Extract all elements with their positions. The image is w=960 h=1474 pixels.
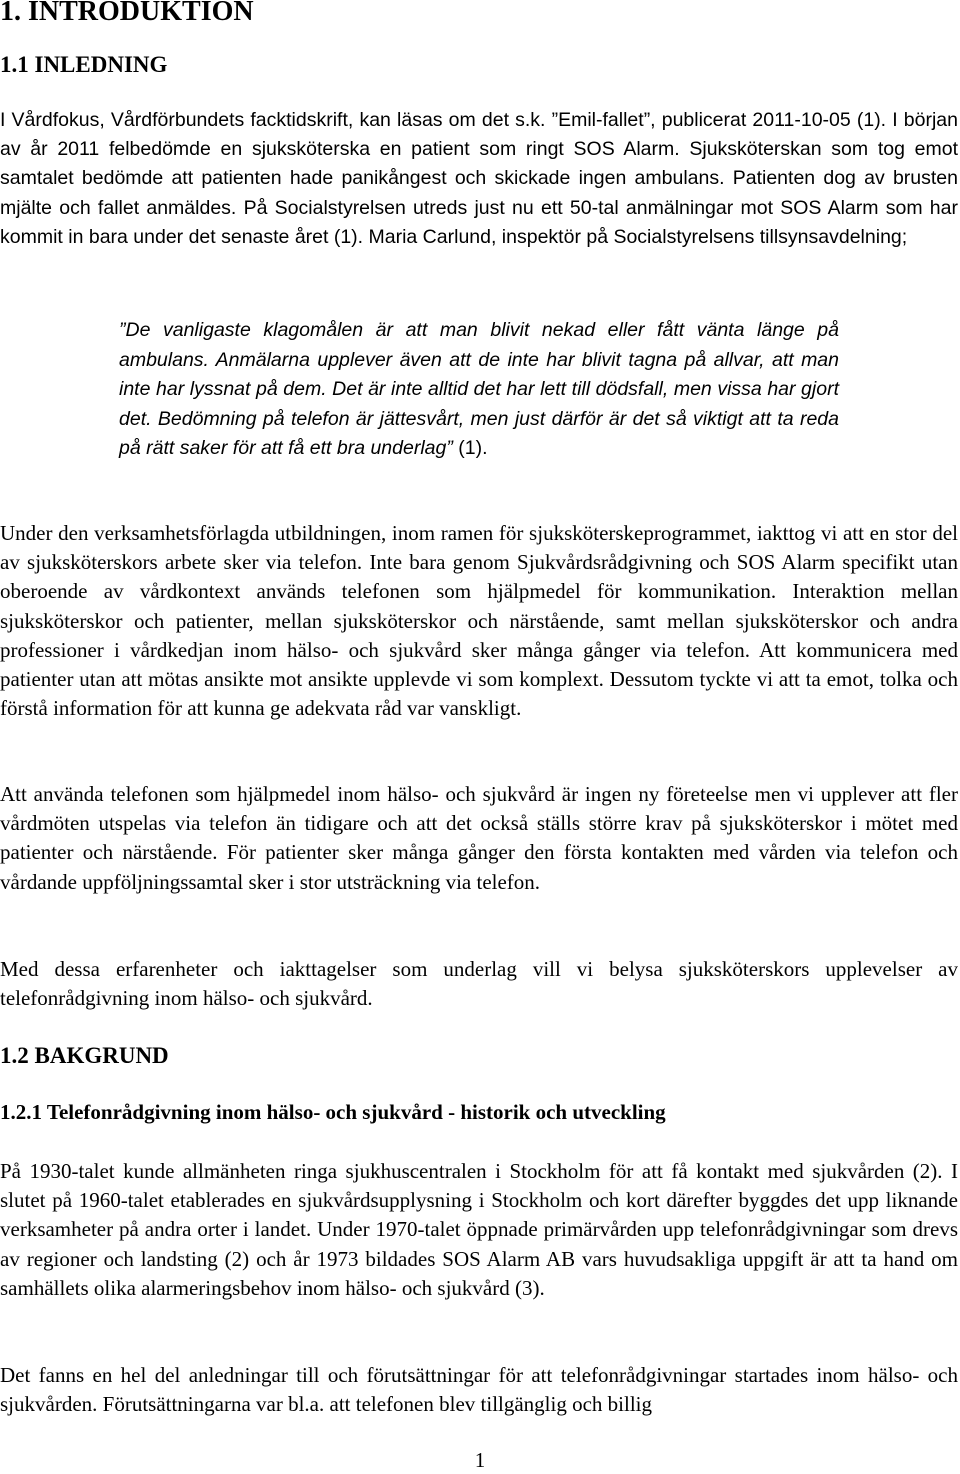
chapter-heading: 1. INTRODUKTION: [0, 0, 254, 27]
paragraph-telefonen: Att använda telefonen som hjälpmedel inom hälso- och sjukvård är ingen ny företeelse men vi upplever att fler vårdmöten utspelas via telefon än tidigare och att det också ställs större krav på sjuksköterskor i mötet med patienter och närstående. För patienter sker många gånger den första kontakten med vården via telefon och vårdande uppföljningssamtal sker i stor utsträckning via telefon.: [0, 782, 958, 894]
subsection-heading-historik: 1.2.1 Telefonrådgivning inom hälso- och sjukvård - historik och utveckling: [0, 1100, 666, 1124]
paragraph-utbildning: Under den verksamhetsförlagda utbildningen, inom ramen för sjuksköterskeprogrammet, iakttog vi att en stor del av sjuksköterskors arbete sker via telefon. Inte bara genom Sjukvårdsrådgivning och SOS Alarm specifikt utan oberoende av vårdkontext används telefonen som hjälpmedel för kommunikation. Interaktion mellan sjuksköterskor och patienter, mellan sjuksköterskor och närstående, samt mellan sjuksköterskor och andra professioner i vårdkedjan inom hälso- och sjukvård sker många gånger via telefon. Att kommunicera med patienter utan att mötas ansikte mot ansikte upplevde vi som komplext. Dessutom tyckte vi att ta emot, tolka och förstå information för att kunna ge adekvata råd var vanskligt.: [0, 521, 958, 721]
paragraph-anledningar: Det fanns en hel del anledningar till och förutsättningar för att telefonrådgivningar startades inom hälso- och sjukvården. Förutsättningarna var bl.a. att telefonen blev tillgänglig och billig: [0, 1363, 958, 1417]
paragraph-intro: I Vårdfokus, Vårdförbundets facktidskrift, kan läsas om det s.k. ”Emil-fallet”, publicerat 2011-10-05 (1). I början av år 2011 felbedömde en sjuksköterska en patient som ringt SOS Alarm. Sjuksköterskan som tog emot samtalet bedömde att patienten hade panikångest och skickade ingen ambulans. Patienten dog av brusten mjälte och fallet anmäldes. På Socialstyrelsen utreds just nu ett 50-tal anmälningar mot SOS Alarm som har kommit in bara under det senaste året (1). Maria Carlund, inspektör på Socialstyrelsens tillsynsavdelning;: [0, 109, 958, 248]
section-heading-bakgrund: 1.2 BAKGRUND: [0, 1043, 169, 1068]
quote-text: ”De vanligaste klagomålen är att man blivit nekad eller fått vänta länge på ambulans. Anmälarna upplever även att de inte har blivit tagna på allvar, att man inte har lyssnat på dem. Det är inte alltid det har lett till dödsfall, men vissa har gjort det. Bedömning på telefon är jättesvårt, men just därför är det så viktigt att ta reda på rätt saker för att få ett bra underlag”: [119, 319, 839, 459]
block-quote: [119, 316, 839, 464]
quote-reference: (1).: [452, 437, 488, 459]
paragraph-erfarenheter: Med dessa erfarenheter och iakttagelser som underlag vill vi belysa sjuksköterskors upplevelser av telefonrådgivning inom hälso- och sjukvård.: [0, 957, 958, 1011]
paragraph-historik: På 1930-talet kunde allmänheten ringa sjukhuscentralen i Stockholm för att få kontakt med sjukvården (2). I slutet på 1960-talet etablerades en sjukvårdsupplysning i Stockholm och kort därefter byggdes det upp liknande verksamheter på andra orter i landet. Under 1970-talet öppnade primärvården upp telefonrådgivningar som drevs av regioner och landsting (2) och år 1973 bildades SOS Alarm AB vars huvudsakliga uppgift är att ta hand om samhällets olika alarmeringsbehov inom hälso- och sjukvård (3).: [0, 1159, 958, 1300]
page-number: 1: [474, 1448, 486, 1472]
section-heading-inledning: 1.1 INLEDNING: [0, 52, 168, 77]
